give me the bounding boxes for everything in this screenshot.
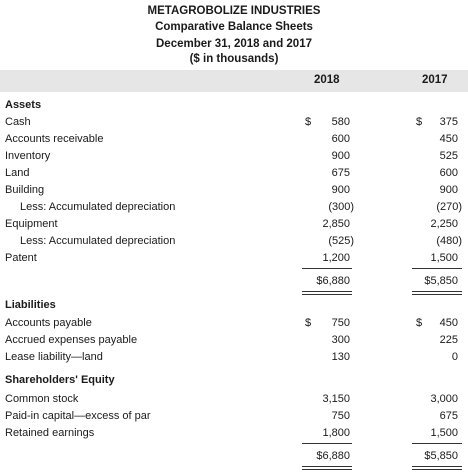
row-equipment-label: Equipment: [5, 218, 58, 230]
total-assets-2017: $5,850: [424, 275, 458, 287]
row-land-2018: 675: [331, 167, 350, 179]
column-header-2018: 2018: [314, 74, 340, 86]
dollar-sign: $: [305, 116, 312, 128]
row-ar-2018: 600: [331, 133, 350, 145]
row-patent-2017: 1,500: [430, 252, 458, 264]
row-ap-label: Accounts payable: [5, 317, 92, 329]
row-inventory-2017: 525: [439, 150, 458, 162]
total-rule-2017: [412, 291, 462, 295]
row-accrued-2018: 300: [331, 334, 350, 346]
row-common-2018: 3,150: [322, 393, 350, 405]
row-re-2018: 1,800: [322, 427, 350, 439]
total-rule-2018: [302, 291, 352, 295]
row-common-2017: 3,000: [430, 393, 458, 405]
dollar-sign: $: [416, 116, 423, 128]
row-lease-label: Lease liability—land: [5, 351, 103, 363]
row-apic-2018: 750: [331, 410, 350, 422]
report-title-company: METAGROBOLIZE INDUSTRIES: [147, 5, 321, 17]
row-equipment-2018: 2,850: [322, 218, 350, 230]
row-cash-label: Cash: [5, 116, 31, 128]
total-assets-2018: $6,880: [316, 275, 350, 287]
row-re-label: Retained earnings: [5, 427, 95, 439]
row-land-label: Land: [5, 167, 30, 179]
row-accdep-building-2018: (300): [328, 201, 354, 213]
column-header-band: [0, 70, 468, 92]
row-inventory-2018: 900: [331, 150, 350, 162]
row-cash-2018: 580: [331, 116, 350, 128]
row-patent-2018: 1,200: [322, 252, 350, 264]
report-title-units: ($ in thousands): [189, 53, 279, 65]
report-title-date: December 31, 2018 and 2017: [156, 38, 312, 50]
section-assets: Assets: [5, 99, 42, 111]
total-le-2018: $6,880: [316, 450, 350, 462]
row-apic-2017: 675: [439, 410, 458, 422]
row-accdep-equipment-label: Less: Accumulated depreciation: [20, 235, 176, 247]
row-land-2017: 600: [439, 167, 458, 179]
row-accdep-building-2017: (270): [436, 201, 462, 213]
subtotal-rule-2018: [302, 443, 352, 444]
row-accrued-2017: 225: [439, 334, 458, 346]
row-ap-2018: 750: [331, 317, 350, 329]
total-rule-2017: [412, 466, 462, 470]
section-liabilities: Liabilities: [5, 299, 56, 311]
column-header-2017: 2017: [422, 74, 448, 86]
subtotal-rule-2018: [302, 268, 352, 269]
row-patent-label: Patent: [5, 252, 37, 264]
row-re-2017: 1,500: [430, 427, 458, 439]
total-rule-2018: [302, 466, 352, 470]
row-accdep-building-label: Less: Accumulated depreciation: [20, 201, 176, 213]
row-common-label: Common stock: [5, 393, 79, 405]
row-building-2018: 900: [331, 184, 350, 196]
row-inventory-label: Inventory: [5, 150, 51, 162]
row-apic-label: Paid-in capital—excess of par: [5, 410, 151, 422]
row-accdep-equipment-2017: (480): [436, 235, 462, 247]
row-accrued-label: Accrued expenses payable: [5, 334, 138, 346]
section-equity: Shareholders' Equity: [5, 374, 115, 386]
row-lease-2018: 130: [331, 351, 350, 363]
row-building-label: Building: [5, 184, 45, 196]
total-le-2017: $5,850: [424, 450, 458, 462]
row-equipment-2017: 2,250: [430, 218, 458, 230]
row-building-2017: 900: [439, 184, 458, 196]
row-accdep-equipment-2018: (525): [328, 235, 354, 247]
row-ap-2017: 450: [439, 317, 458, 329]
subtotal-rule-2017: [412, 443, 462, 444]
subtotal-rule-2017: [412, 268, 462, 269]
row-ar-label: Accounts receivable: [5, 133, 104, 145]
report-title-statement: Comparative Balance Sheets: [155, 21, 313, 33]
row-cash-2017: 375: [439, 116, 458, 128]
dollar-sign: $: [305, 317, 312, 329]
dollar-sign: $: [416, 317, 423, 329]
row-lease-2017: 0: [451, 351, 458, 363]
row-ar-2017: 450: [439, 133, 458, 145]
